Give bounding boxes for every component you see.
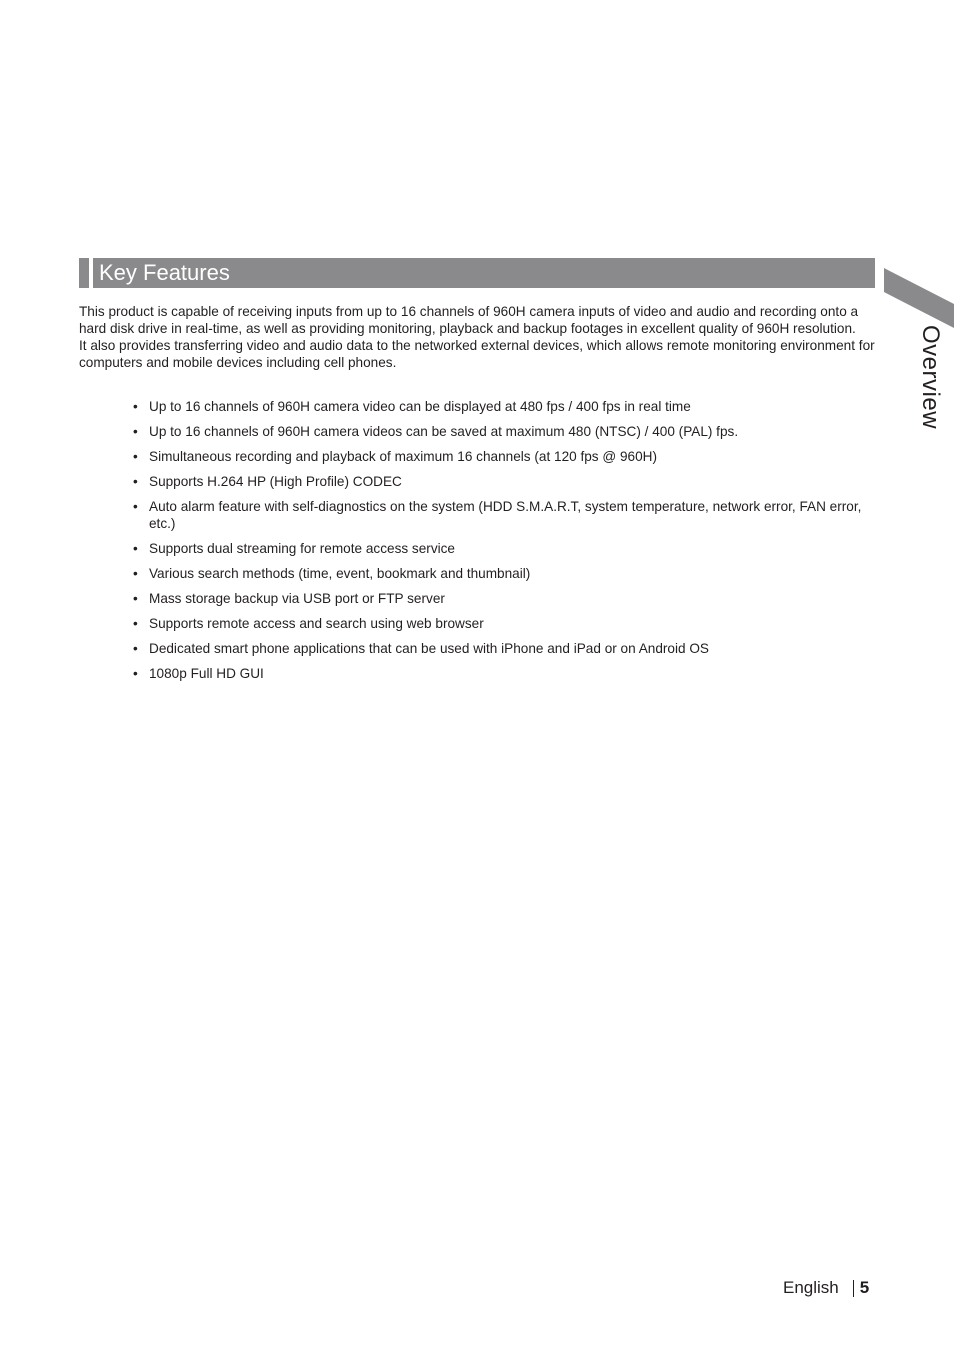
feature-item: • Simultaneous recording and playback of maximum 16 channels (at 120 fps @ 960H) <box>149 448 875 465</box>
feature-item: • Supports dual streaming for remote access service <box>149 540 875 557</box>
footer-divider <box>853 1280 854 1297</box>
feature-item: • Up to 16 channels of 960H camera videos can be saved at maximum 480 (NTSC) / 400 (PAL) fps. <box>149 423 875 440</box>
intro-text <box>79 303 879 371</box>
feature-item: • Up to 16 channels of 960H camera video can be displayed at 480 fps / 400 fps in real time <box>149 398 875 415</box>
feature-item: • Dedicated smart phone applications that can be used with iPhone and iPad or on Android OS <box>149 640 875 657</box>
feature-item: • 1080p Full HD GUI <box>149 665 875 682</box>
section-title: Key Features <box>99 260 230 285</box>
feature-item: • Auto alarm feature with self-diagnostics on the system (HDD S.M.A.R.T, system temperature, network error, FAN error, etc.) <box>149 498 875 532</box>
intro-paragraph: It also provides transferring video and audio data to the networked external devices, which allows remote monitoring environment for computers and mobile devices including cell phones. <box>79 338 875 370</box>
chapter-tab-shape <box>884 268 954 328</box>
page-footer <box>783 1276 869 1300</box>
intro-paragraph: This product is capable of receiving inputs from up to 16 channels of 960H camera inputs of video and audio and recording onto a hard disk drive in real-time, as well as providing monitoring, playback and backup footages in excellent quality of 960H resolution. <box>79 304 859 336</box>
section-header-marker <box>79 258 89 288</box>
feature-item: • Supports remote access and search using web browser <box>149 615 875 632</box>
section-header-bar <box>93 258 875 288</box>
chapter-side-tab <box>884 268 954 328</box>
page-number: 5 <box>859 1278 870 1297</box>
chapter-label: Overview <box>917 325 944 430</box>
feature-item: • Mass storage backup via USB port or FTP server <box>149 590 875 607</box>
section-header <box>79 258 875 288</box>
feature-item: • Supports H.264 HP (High Profile) CODEC <box>149 473 875 490</box>
footer-language: English <box>783 1278 839 1297</box>
feature-list <box>149 398 875 690</box>
feature-item: • Various search methods (time, event, bookmark and thumbnail) <box>149 565 875 582</box>
